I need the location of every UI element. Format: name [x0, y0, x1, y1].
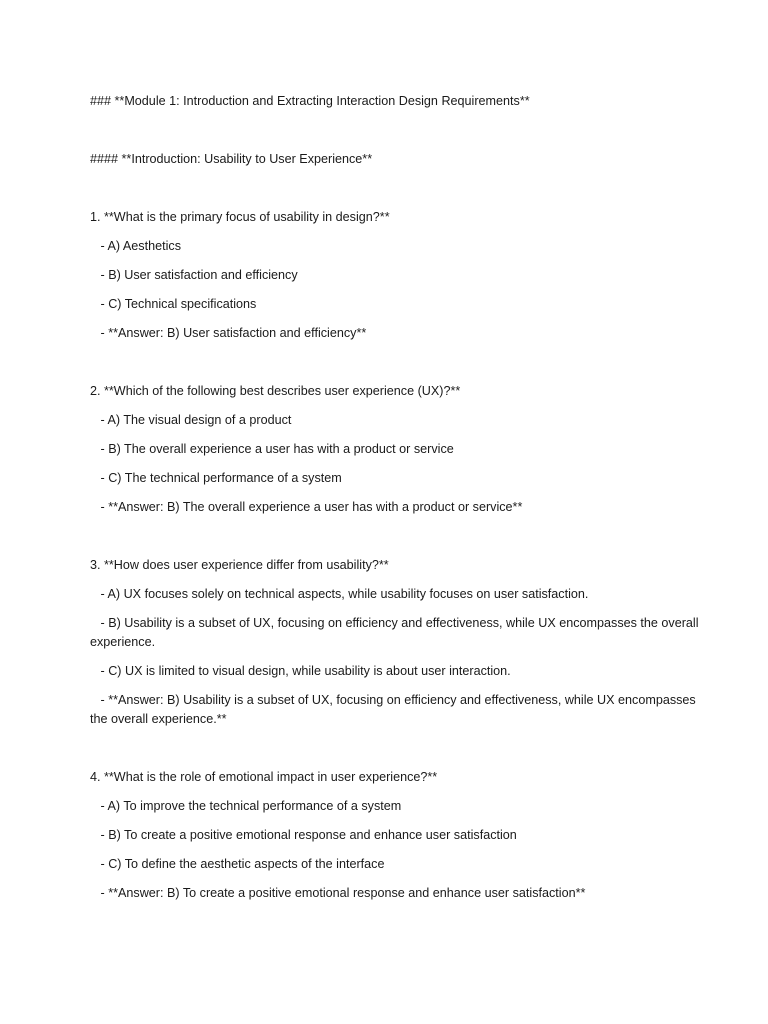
option-b: - B) User satisfaction and efficiency — [90, 268, 298, 282]
question-block-4 — [90, 768, 700, 903]
option-c: - C) UX is limited to visual design, while usability is about user interaction. — [90, 664, 511, 678]
option-a: - A) Aesthetics — [90, 239, 181, 253]
module-heading: ### **Module 1: Introduction and Extracting Interaction Design Requirements** — [90, 94, 530, 108]
option-a: - A) The visual design of a product — [90, 413, 292, 427]
question-block-1 — [90, 208, 700, 343]
option-c: - C) To define the aesthetic aspects of the interface — [90, 857, 385, 871]
question-text: 4. **What is the role of emotional impact in user experience?** — [90, 770, 438, 784]
answer-text: - **Answer: B) User satisfaction and efficiency** — [90, 326, 367, 340]
question-block-2 — [90, 382, 700, 517]
option-b: - B) To create a positive emotional response and enhance user satisfaction — [90, 828, 517, 842]
option-a: - A) To improve the technical performance of a system — [90, 799, 402, 813]
document-page — [90, 92, 703, 942]
option-b: - B) The overall experience a user has with a product or service — [90, 442, 454, 456]
question-block-3 — [90, 556, 703, 729]
answer-text: - **Answer: B) The overall experience a user has with a product or service** — [90, 500, 523, 514]
intro-heading: #### **Introduction: Usability to User Experience** — [90, 152, 373, 166]
answer-text: - **Answer: B) To create a positive emotional response and enhance user satisfaction** — [90, 886, 586, 900]
answer-text: - **Answer: B) Usability is a subset of UX, focusing on efficiency and effectiveness, while UX encompasses the overall experience.** — [90, 693, 700, 726]
option-c: - C) The technical performance of a system — [90, 471, 342, 485]
question-text: 2. **Which of the following best describes user experience (UX)?** — [90, 384, 461, 398]
option-c: - C) Technical specifications — [90, 297, 257, 311]
question-text: 3. **How does user experience differ from usability?** — [90, 558, 389, 572]
option-a: - A) UX focuses solely on technical aspects, while usability focuses on user satisfaction. — [90, 587, 589, 601]
question-text: 1. **What is the primary focus of usability in design?** — [90, 210, 390, 224]
option-b: - B) Usability is a subset of UX, focusing on efficiency and effectiveness, while UX encompasses the overall experience. — [90, 616, 703, 649]
